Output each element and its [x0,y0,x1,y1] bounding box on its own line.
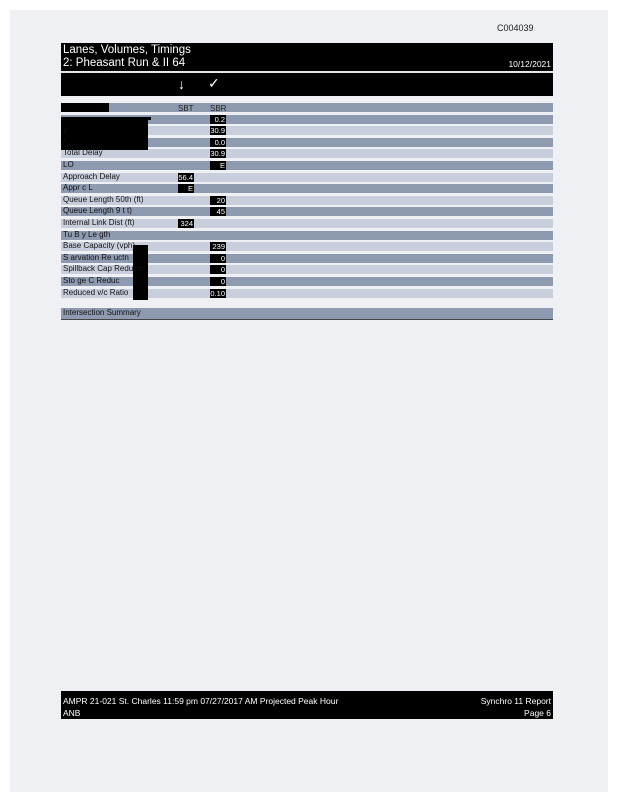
report-header [61,43,553,96]
row-label: Approach Delay [63,172,120,181]
row-label: Sto ge C Reduc [63,276,120,285]
footer-project: AMPR 21-021 St. Charles 11:59 pm 07/27/2017 AM Projected Peak Hour [63,696,339,706]
row-label: y [63,125,67,134]
column-header-sbr: SBR [210,104,227,113]
cell-sbr: E [210,161,226,170]
redaction-block [61,117,148,150]
cell-sbr: 20 [210,196,226,205]
row-label: Tu B y Le gth [63,230,111,239]
redaction-block [148,117,151,120]
header-rule [61,71,553,73]
cell-sbr: 0 [210,277,226,286]
row-label: Appr c L [63,183,93,192]
table-row [61,207,553,216]
right-turn-arrow-icon: ✓ [208,75,220,91]
cell-sbr: 0.0 [210,138,226,147]
footer-software: Synchro 11 Report [480,696,551,706]
row-label: S arvation Re uctn [63,253,129,262]
table-row [61,173,553,182]
document-id: C004039 [497,23,534,33]
table-row [61,161,553,170]
row-label: Reduced v/c Ratio [63,288,129,297]
intersection-summary-bar [61,308,553,320]
table-header-stripe [61,103,553,112]
report-title: Lanes, Volumes, Timings [63,44,191,56]
row-label: LO [63,160,74,169]
footer-initials: ANB [63,708,81,718]
cell-sbr: 0 [210,265,226,274]
cell-sbt: 56.4 [178,173,193,182]
row-label: / [63,137,66,146]
row-label: Queue Length 9 t t) [63,206,132,215]
cell-sbt: E [178,184,194,193]
cell-sbt: 324 [178,219,194,228]
table-row [61,149,553,158]
table-row [61,184,553,193]
cell-sbr: 0 [210,254,226,263]
row-label: Spillback Cap Reductn [63,264,144,273]
report-footer [61,691,553,719]
footer-page-number: Page 6 [524,708,551,718]
column-header-sbt: SBT [178,104,194,113]
intersection-name: 2: Pheasant Run & II 64 [63,57,186,69]
report-date: 10/12/2021 [508,59,551,69]
cell-sbr: 239 [210,242,226,251]
cell-sbr: 0.2 [210,115,226,124]
cell-sbr: 30.9 [210,149,225,158]
table-row [61,231,553,240]
cell-sbr: 45 [210,207,226,216]
row-label: Queue Length 50th (ft) [63,195,144,204]
through-arrow-icon: ↓ [178,76,185,92]
intersection-summary-label: Intersection Summary [63,308,141,317]
row-label: Base Capacity (vph) [63,241,136,250]
row-label: Internal Link Dist (ft) [63,218,135,227]
cell-sbr: 30.9 [210,126,225,135]
redaction-block [61,103,109,112]
cell-sbr: 0.10 [210,289,225,298]
row-label: Total Delay [63,148,103,157]
